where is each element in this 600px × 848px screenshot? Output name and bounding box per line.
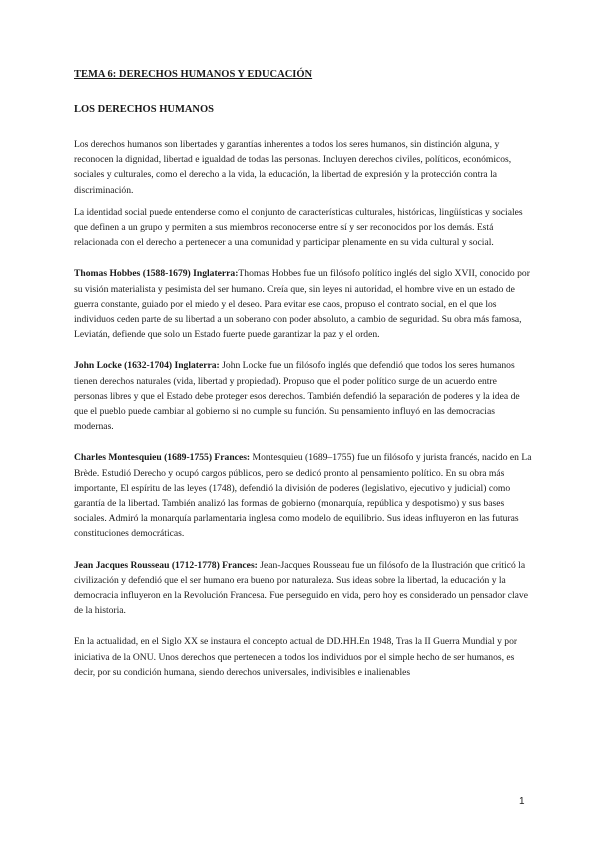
paragraph-text: Jean-Jacques Rousseau fue un filósofo de la Ilustración que criticó la civilización y defendió que el ser humano era bueno por naturaleza. Sus ideas sobre la libertad, la educación y la democracia influyeron en la Revolución Francesa. Fue perseguido en vida, pero hoy es considerado un pensador clave de la historia. [74, 559, 528, 617]
paragraph-text: Montesquieu (1689–1755) fue un filósofo y jurista francés, nacido en La Brède. Estudió Derecho y ocupó cargos públicos, pero se dedicó pronto al pensamiento político. En su obra más importante, El espíritu de las leyes (1748), defendió la división de poderes (legislativo, ejecutivo y judicial) como garantía de la libertad. También analizó las formas de gobierno (monarquía, república y despotismo) y sus bases sociales. Admiró la monarquía parlamentaria inglesa como modelo de equilibrio. Sus ideas influyeron en las futuras constituciones democráticas. [74, 452, 532, 540]
section-heading: LOS DERECHOS HUMANOS [74, 104, 215, 115]
paragraph-lead: Thomas Hobbes (1588-1679) Inglaterra: [74, 268, 239, 280]
paragraph-locke [74, 358, 532, 434]
paragraph-text: John Locke fue un filósofo inglés que defendió que todos los seres humanos tienen derechos naturales (vida, libertad y propiedad). Propuso que el poder político surge de un acuerdo entre personas libres y que el Estado debe proteger esos derechos. También defendió la separación de poderes y la idea de que el pueblo puede cambiar al gobierno si no cumple su función. Su pensamiento influyó en las democracias modernas. [74, 360, 520, 433]
paragraph-derechos-humanos [74, 137, 532, 198]
page-number: 1 [519, 796, 525, 807]
paragraph-hobbes [74, 266, 532, 342]
paragraph-text: La identidad social puede entenderse como el conjunto de características culturales, históricas, lingüísticas y sociales que definen a un grupo y permiten a sus miembros reconocerse entre sí y ser reconocidos por los demás. Está relacionada con el derecho a pertenecer a una comunidad y participar plenamente en su vida cultural y social. [74, 206, 523, 249]
paragraph-text: En la actualidad, en el Siglo XX se instaura el concepto actual de DD.HH.En 1948, Tras la II Guerra Mundial y por iniciativa de la ONU. Unos derechos que pertenecen a todos los individuos por el simple hecho de ser humanos, es decir, por su condición humana, siendo derechos universales, indivisibles e inalienables [74, 636, 518, 678]
paragraph-actualidad [74, 634, 532, 680]
document-body [74, 68, 532, 687]
paragraph-lead: John Locke (1632-1704) Inglaterra: [74, 360, 220, 372]
paragraph-identidad-social [74, 205, 532, 251]
paragraph-lead: Jean Jacques Rousseau (1712-1778) Frances: [74, 559, 258, 571]
paragraph-text: Thomas Hobbes fue un filósofo político inglés del siglo XVII, conocido por su visión materialista y pesimista del ser humano. Creía que, sin leyes ni autoridad, el hombre vive en un estado de guerra constante, guiado por el miedo y el deseo. Para evitar ese caos, propuso el contrato social, en el que los individuos ceden parte de su libertad a un soberano con poder absoluto, a cambio de seguridad. Su obra más famosa, Leviatán, defiende que solo un Estado fuerte puede garantizar la paz y el orden. [74, 268, 530, 341]
paragraph-rousseau [74, 558, 532, 619]
paragraph-text: Los derechos humanos son libertades y garantías inherentes a todos los seres humanos, sin distinción alguna, y reconocen la dignidad, libertad e igualdad de todas las personas. Incluyen derechos civiles, políticos, económicos, sociales y culturales, como el derecho a la vida, la educación, la libertad de expresión y la protección contra la discriminación. [74, 139, 512, 196]
paragraph-lead: Charles Montesquieu (1689-1755) Frances: [74, 452, 251, 464]
paragraph-montesquieu [74, 450, 532, 541]
document-title: TEMA 6: DERECHOS HUMANOS Y EDUCACIÓN [74, 69, 313, 80]
